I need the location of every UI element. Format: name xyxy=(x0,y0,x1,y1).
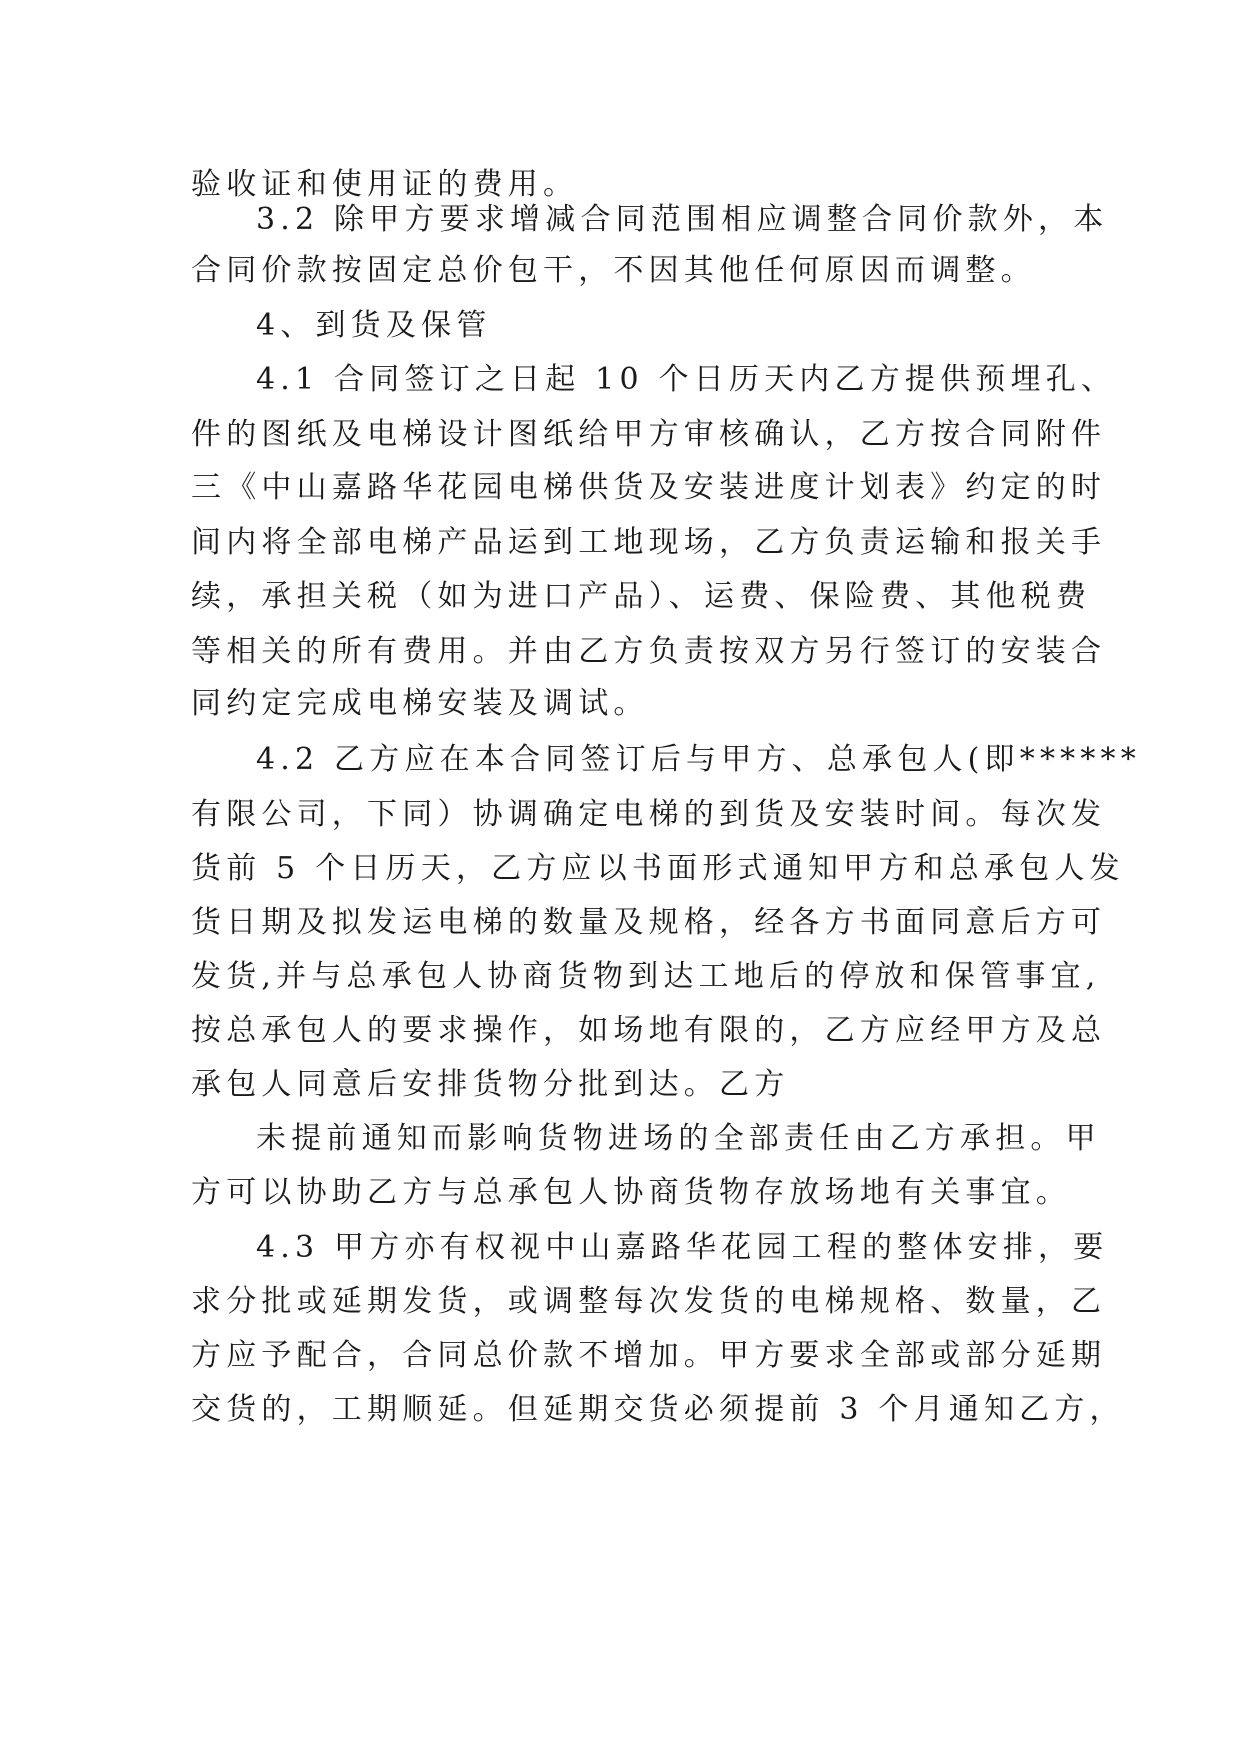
text-line: 3.2 除甲方要求增减合同范围相应调整合同价款外，本 xyxy=(256,202,1109,237)
text-line: 有限公司，下同）协调确定电梯的到货及安装时间。每次发 xyxy=(191,797,1107,832)
text-line: 4.2 乙方应在本合同签订后与甲方、总承包人(即****** xyxy=(256,742,1141,777)
text-line: 货日期及拟发运电梯的数量及规格，经各方书面同意后方可 xyxy=(191,905,1107,940)
text-line: 验收证和使用证的费用。 xyxy=(191,167,579,202)
text-line: 合同价款按固定总价包干，不因其他任何原因而调整。 xyxy=(191,253,1036,288)
text-line: 交货的，工期顺延。但延期交货必须提前 3 个月通知乙方， xyxy=(191,1392,1125,1427)
text-line: 4、到货及保管 xyxy=(256,308,492,343)
text-line: 发货,并与总承包人协商货物到达工地后的停放和保管事宜, xyxy=(191,959,1101,994)
text-line: 承包人同意后安排货物分批到达。乙方 xyxy=(191,1067,790,1102)
text-line: 三《中山嘉路华花园电梯供货及安装进度计划表》约定的时 xyxy=(191,470,1107,505)
text-line: 未提前通知而影响货物进场的全部责任由乙方承担。甲 xyxy=(256,1121,1101,1156)
text-line: 4.1 合同签订之日起 10 个日历天内乙方提供预埋孔、 xyxy=(256,362,1117,397)
text-line: 方应予配合，合同总价款不增加。甲方要求全部或部分延期 xyxy=(191,1338,1107,1373)
text-line: 方可以协助乙方与总承包人协商货物存放场地有关事宜。 xyxy=(191,1175,1071,1210)
text-line: 续，承担关税（如为进口产品）、运费、保险费、其他税费 xyxy=(191,579,1092,614)
text-line: 4.3 甲方亦有权视中山嘉路华花园工程的整体安排，要 xyxy=(256,1230,1109,1265)
text-line: 同约定完成电梯安装及调试。 xyxy=(191,686,649,721)
text-line: 货前 5 个日历天，乙方应以书面形式通知甲方和总承包人发 xyxy=(191,851,1125,886)
text-line: 等相关的所有费用。并由乙方负责按双方另行签订的安装合 xyxy=(191,634,1107,669)
text-line: 间内将全部电梯产品运到工地现场，乙方负责运输和报关手 xyxy=(191,525,1107,560)
text-line: 求分批或延期发货，或调整每次发货的电梯规格、数量，乙 xyxy=(191,1284,1107,1319)
text-line: 件的图纸及电梯设计图纸给甲方审核确认，乙方按合同附件 xyxy=(191,417,1107,452)
text-line: 按总承包人的要求操作，如场地有限的，乙方应经甲方及总 xyxy=(191,1013,1107,1048)
